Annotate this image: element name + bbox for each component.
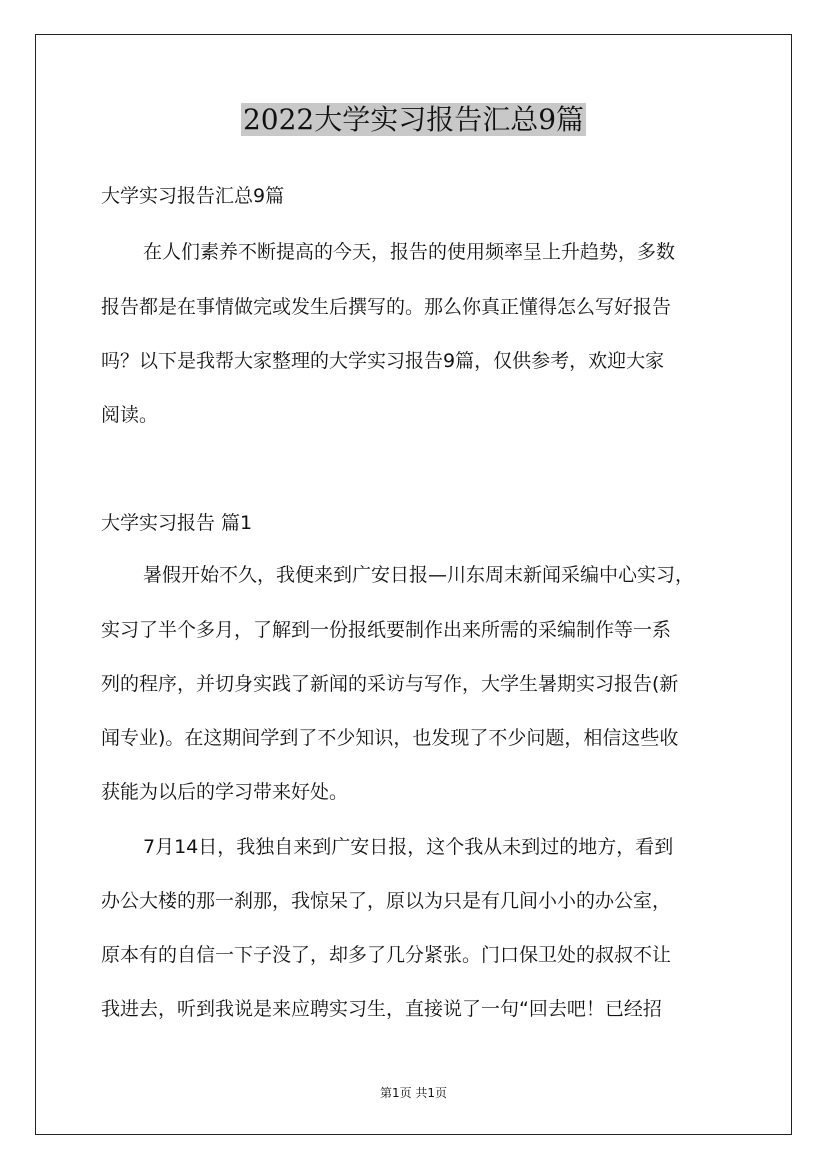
para1-line-1: 暑假开始不久，我便来到广安日报—川东周末新闻采编中心实习， (143, 564, 695, 586)
page-footer: 第1页 共1页 (379, 1086, 448, 1100)
para1-line-3: 列的程序，并切身实践了新闻的采访与写作，大学生暑期实习报告(新 (101, 673, 679, 695)
para2-line-4: 我进去，听到我说是来应聘实习生，直接说了一句“回去吧！已经招 (101, 998, 662, 1020)
document-title-text: 2022大学实习报告汇总9篇 (242, 103, 585, 136)
section-heading: 大学实习报告 篇1 (101, 512, 253, 534)
intro-line-4: 阅读。 (101, 404, 159, 426)
para2-line-1: 7月14日，我独自来到广安日报，这个我从未到过的地方，看到 (143, 836, 674, 858)
para1-line-2: 实习了半个多月，了解到一份报纸要制作出来所需的采编制作等一系 (101, 619, 672, 641)
para2-line-2: 办公大楼的那一刹那，我惊呆了，原以为只是有几间小小的办公室， (101, 890, 672, 912)
para2-line-3: 原本有的自信一下子没了，却多了几分紧张。门口保卫处的叔叔不让 (101, 944, 672, 966)
intro-line-3: 吗？以下是我帮大家整理的大学实习报告9篇，仅供参考，欢迎大家 (101, 350, 665, 372)
document-subtitle: 大学实习报告汇总9篇 (101, 185, 285, 207)
intro-line-1: 在人们素养不断提高的今天，报告的使用频率呈上升趋势，多数 (143, 241, 676, 263)
intro-line-2: 报告都是在事情做完或发生后撰写的。那么你真正懂得怎么写好报告 (101, 296, 672, 318)
para1-line-5: 获能为以后的学习带来好处。 (101, 781, 349, 803)
document-title (0, 100, 827, 140)
para1-line-4: 闻专业)。在这期间学到了不少知识，也发现了不少问题，相信这些收 (101, 727, 679, 749)
